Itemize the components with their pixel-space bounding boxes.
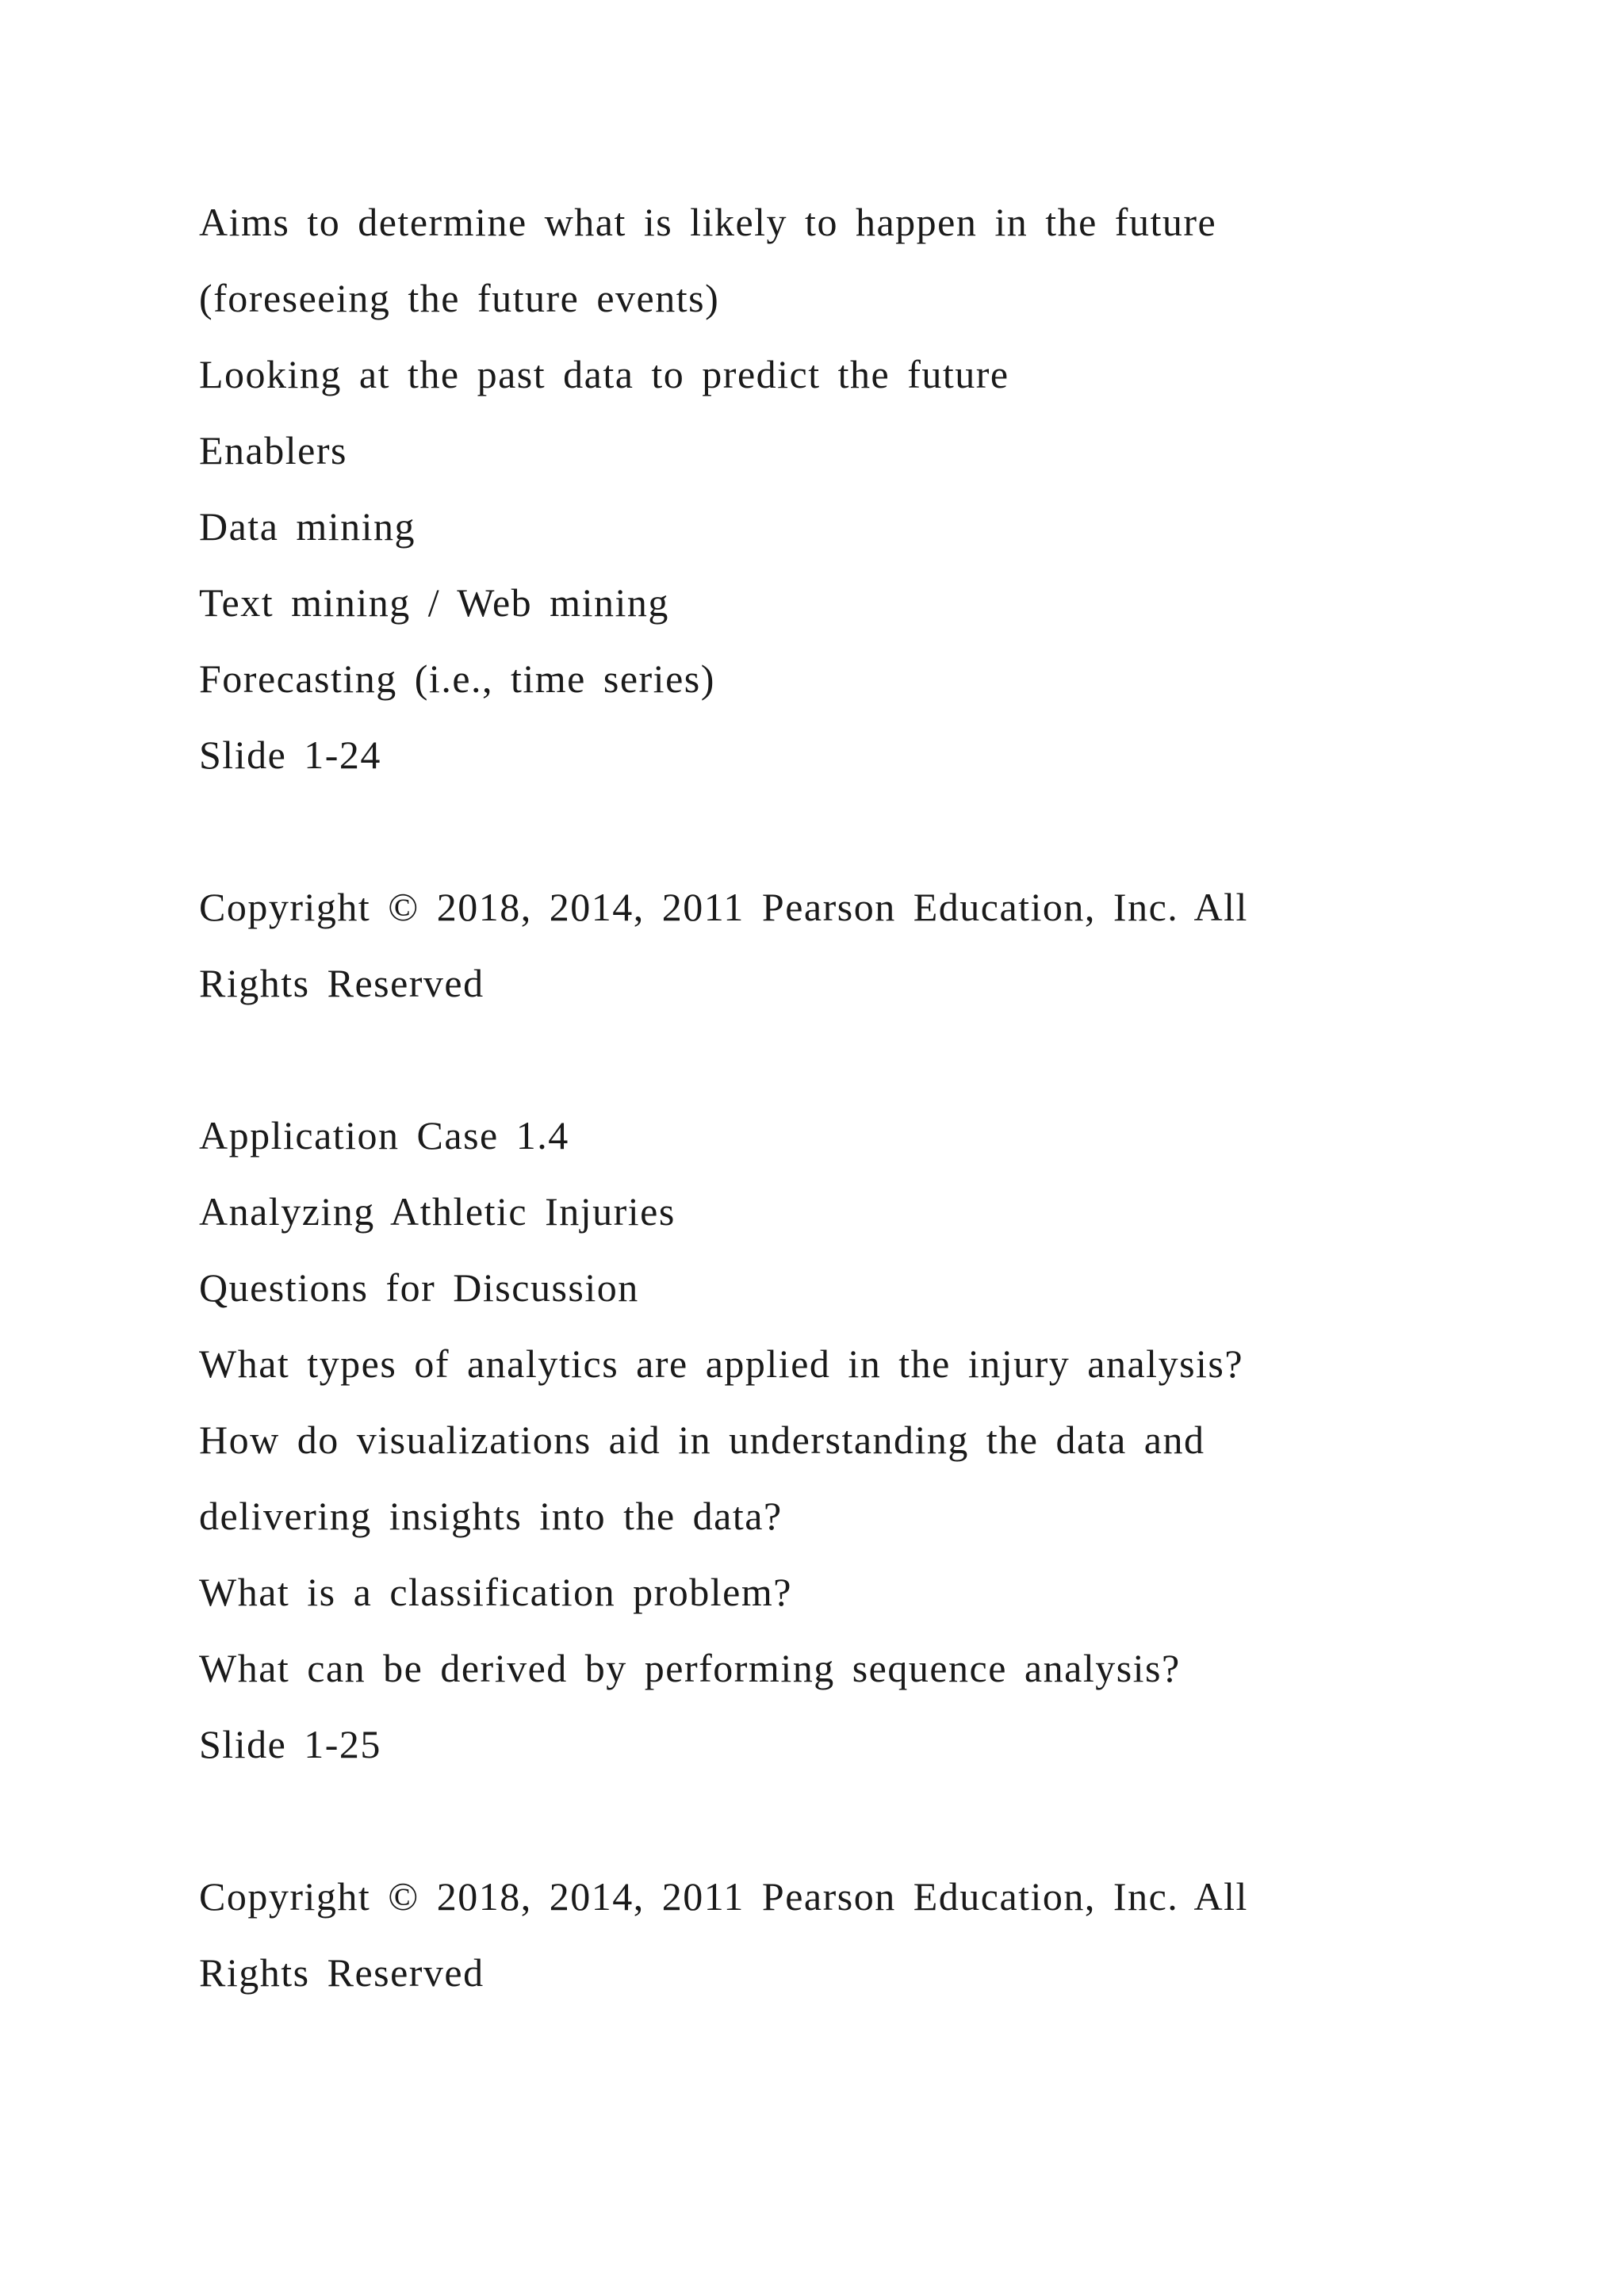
question-line: How do visualizations aid in understanding the data and: [199, 1418, 1205, 1462]
text-line: Aims to determine what is likely to happen in the future: [199, 200, 1217, 244]
copyright-line: Rights Reserved: [199, 1950, 485, 1995]
document-body: [199, 184, 1563, 2011]
copyright-line: Copyright © 2018, 2014, 2011 Pearson Education, Inc. All: [199, 885, 1248, 929]
copyright-line: Copyright © 2018, 2014, 2011 Pearson Education, Inc. All: [199, 1874, 1248, 1919]
blank-line: [199, 1021, 1563, 1097]
section-title: Application Case 1.4: [199, 1113, 569, 1158]
blank-line: [199, 793, 1563, 869]
text-line: Enablers: [199, 428, 347, 473]
question-line: delivering insights into the data?: [199, 1494, 783, 1538]
question-line: What can be derived by performing sequence analysis?: [199, 1646, 1181, 1690]
text-line: Forecasting (i.e., time series): [199, 656, 715, 701]
question-line: What is a classification problem?: [199, 1570, 792, 1614]
slide-number: Slide 1-24: [199, 733, 381, 777]
slide-number: Slide 1-25: [199, 1722, 381, 1766]
blank-line: [199, 1782, 1563, 1858]
text-line: Looking at the past data to predict the future: [199, 352, 1009, 396]
text-line: Questions for Discussion: [199, 1265, 639, 1310]
copyright-line: Rights Reserved: [199, 961, 485, 1005]
section-subtitle: Analyzing Athletic Injuries: [199, 1189, 676, 1234]
question-line: What types of analytics are applied in the injury analysis?: [199, 1341, 1244, 1386]
text-line: (foreseeing the future events): [199, 276, 720, 320]
text-line: Text mining / Web mining: [199, 580, 669, 625]
text-line: Data mining: [199, 504, 416, 549]
